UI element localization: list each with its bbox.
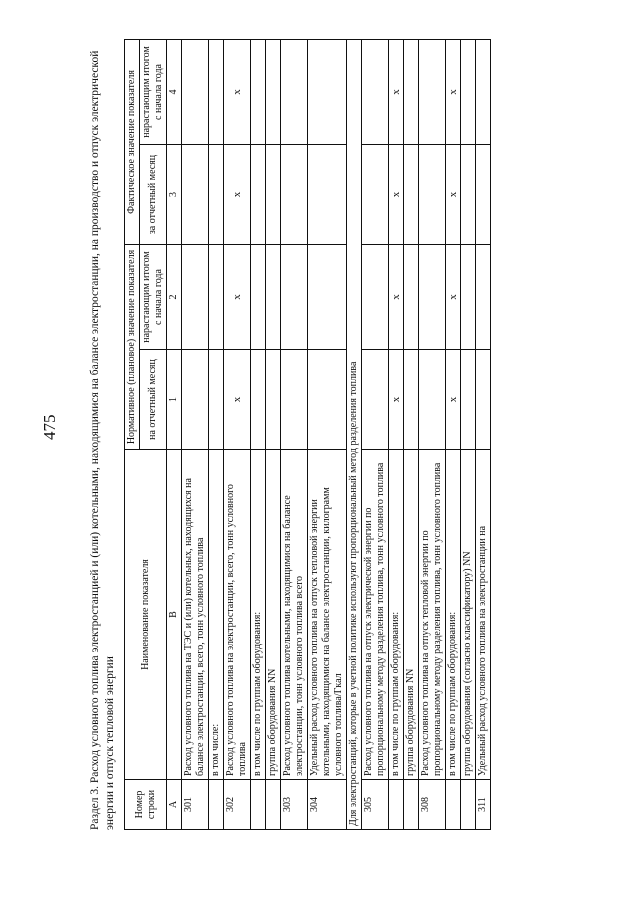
actual-cumulative-cell — [266, 39, 281, 144]
indicator-name-cell: Расход условного топлива на отпуск тепловой энергии по пропорциональному методу разделения топлива, тонн условного топлива — [419, 450, 446, 780]
index-cell: 3 — [167, 144, 182, 244]
row-number-cell — [404, 780, 419, 830]
actual-cumulative-cell — [461, 39, 476, 144]
actual-month-cell — [182, 144, 209, 244]
row-number-cell: 303 — [281, 780, 308, 830]
table-row — [209, 39, 224, 829]
actual-cumulative-cell — [404, 39, 419, 144]
row-number-cell — [446, 780, 461, 830]
indicator-name-cell: группа оборудования (согласно классификатору) NN — [461, 450, 476, 780]
table-row — [251, 39, 266, 829]
normative-cumulative-cell — [182, 244, 209, 349]
row-number-cell: 305 — [362, 780, 389, 830]
actual-cumulative-cell — [281, 39, 308, 144]
table-row — [461, 39, 476, 829]
header-actual: Фактическое значение показателя — [125, 39, 140, 244]
indicator-name-cell: в том числе по группам оборудования: — [446, 450, 461, 780]
table-body — [167, 39, 491, 829]
actual-month-cell — [404, 144, 419, 244]
normative-month-cell — [476, 350, 491, 450]
header-indicator-name: Наименование показателя — [125, 450, 167, 780]
normative-cumulative-cell — [251, 244, 266, 349]
actual-cumulative-cell: x — [446, 39, 461, 144]
normative-cumulative-cell: x — [389, 244, 404, 349]
header-actual-month: за отчетный месяц — [140, 144, 167, 244]
row-number-cell — [251, 780, 266, 830]
table-row — [419, 39, 446, 829]
actual-cumulative-cell: x — [224, 39, 251, 144]
table-row — [347, 39, 362, 829]
section-caption: Раздел 3. Расход условного топлива электростанцией и (или) котельными, находящимися на балансе электростанции, на производство и отпуск электрической энергии и отпуск тепловой энергии — [89, 50, 116, 830]
table-row — [404, 39, 419, 829]
actual-cumulative-cell: x — [389, 39, 404, 144]
row-number-cell — [389, 780, 404, 830]
normative-month-cell — [266, 350, 281, 450]
index-cell: 1 — [167, 350, 182, 450]
row-number-cell: 304 — [308, 780, 347, 830]
indicator-name-cell: группа оборудования NN — [404, 450, 419, 780]
table-row — [281, 39, 308, 829]
normative-cumulative-cell — [209, 244, 224, 349]
table-row — [224, 39, 251, 829]
normative-cumulative-cell — [461, 244, 476, 349]
index-cell: 4 — [167, 39, 182, 144]
index-cell: В — [167, 450, 182, 780]
row-number-cell — [461, 780, 476, 830]
indicator-name-cell: Удельный расход условного топлива на отпуск тепловой энергии котельными, находящимися на балансе электростанции, килограмм условного топлива/Гкал — [308, 450, 347, 780]
actual-cumulative-cell — [476, 39, 491, 144]
indicator-name-cell: группа оборудования NN — [266, 450, 281, 780]
normative-cumulative-cell: x — [446, 244, 461, 349]
actual-cumulative-cell — [308, 39, 347, 144]
indicator-name-cell: Расход условного топлива на электростанции, всего, тонн условного топлива — [224, 450, 251, 780]
header-row-number: Номер строки — [125, 780, 167, 830]
normative-cumulative-cell — [419, 244, 446, 349]
indicator-name-cell: в том числе: — [209, 450, 224, 780]
indicator-name-cell: Расход условного топлива на отпуск электрической энергии по пропорциональному методу разделения топлива, тонн условного топлива — [362, 450, 389, 780]
actual-month-cell: x — [389, 144, 404, 244]
actual-month-cell — [251, 144, 266, 244]
actual-cumulative-cell — [182, 39, 209, 144]
normative-month-cell: x — [389, 350, 404, 450]
normative-month-cell — [362, 350, 389, 450]
actual-cumulative-cell — [251, 39, 266, 144]
actual-month-cell — [281, 144, 308, 244]
header-normative-cumulative: нарастающим итогом с начала года — [140, 244, 167, 349]
normative-month-cell — [251, 350, 266, 450]
actual-month-cell: x — [446, 144, 461, 244]
actual-cumulative-cell — [419, 39, 446, 144]
actual-cumulative-cell — [362, 39, 389, 144]
actual-month-cell — [476, 144, 491, 244]
normative-month-cell: x — [446, 350, 461, 450]
section-note-cell: Для электростанций, которые в учетной политике используют пропорциональный метод разделения топлива — [347, 39, 362, 829]
table-row — [266, 39, 281, 829]
header-normative: Нормативное (плановое) значение показателя — [125, 244, 140, 449]
table-row — [389, 39, 404, 829]
fuel-consumption-table — [124, 39, 491, 830]
normative-cumulative-cell — [281, 244, 308, 349]
table-row — [362, 39, 389, 829]
row-number-cell: 311 — [476, 780, 491, 830]
normative-cumulative-cell — [404, 244, 419, 349]
table-row — [308, 39, 347, 829]
normative-month-cell — [404, 350, 419, 450]
row-number-cell: 302 — [224, 780, 251, 830]
normative-cumulative-cell: x — [224, 244, 251, 349]
rotated-page-content — [88, 40, 628, 830]
page-number: 475 — [40, 414, 59, 440]
normative-month-cell: x — [224, 350, 251, 450]
table-row — [182, 39, 209, 829]
column-index-row — [167, 39, 182, 829]
normative-month-cell — [461, 350, 476, 450]
row-number-cell: 308 — [419, 780, 446, 830]
normative-cumulative-cell — [362, 244, 389, 349]
indicator-name-cell: Удельный расход условного топлива на электростанции на — [476, 450, 491, 780]
normative-month-cell — [281, 350, 308, 450]
index-cell: А — [167, 780, 182, 830]
header-actual-cumulative: нарастающим итогом с начала года — [140, 39, 167, 144]
row-number-cell — [266, 780, 281, 830]
normative-month-cell — [209, 350, 224, 450]
actual-month-cell — [461, 144, 476, 244]
actual-month-cell — [266, 144, 281, 244]
header-normative-month: на отчетный месяц — [140, 350, 167, 450]
row-number-cell — [209, 780, 224, 830]
normative-cumulative-cell — [476, 244, 491, 349]
indicator-name-cell: в том числе по группам оборудования: — [389, 450, 404, 780]
actual-month-cell: x — [224, 144, 251, 244]
table-row — [476, 39, 491, 829]
actual-month-cell — [419, 144, 446, 244]
actual-month-cell — [209, 144, 224, 244]
index-cell: 2 — [167, 244, 182, 349]
actual-month-cell — [362, 144, 389, 244]
row-number-cell: 301 — [182, 780, 209, 830]
actual-month-cell — [308, 144, 347, 244]
normative-cumulative-cell — [308, 244, 347, 349]
indicator-name-cell: Расход условного топлива котельными, находящимися на балансе электростанции, тонн условного топлива всего — [281, 450, 308, 780]
normative-month-cell — [182, 350, 209, 450]
normative-cumulative-cell — [266, 244, 281, 349]
indicator-name-cell: в том числе по группам оборудования: — [251, 450, 266, 780]
table-row — [446, 39, 461, 829]
normative-month-cell — [419, 350, 446, 450]
indicator-name-cell: Расход условного топлива на ТЭС и (или) котельных, находящихся на балансе электростанции, всего, тонн условного топлива — [182, 450, 209, 780]
actual-cumulative-cell — [209, 39, 224, 144]
normative-month-cell — [308, 350, 347, 450]
